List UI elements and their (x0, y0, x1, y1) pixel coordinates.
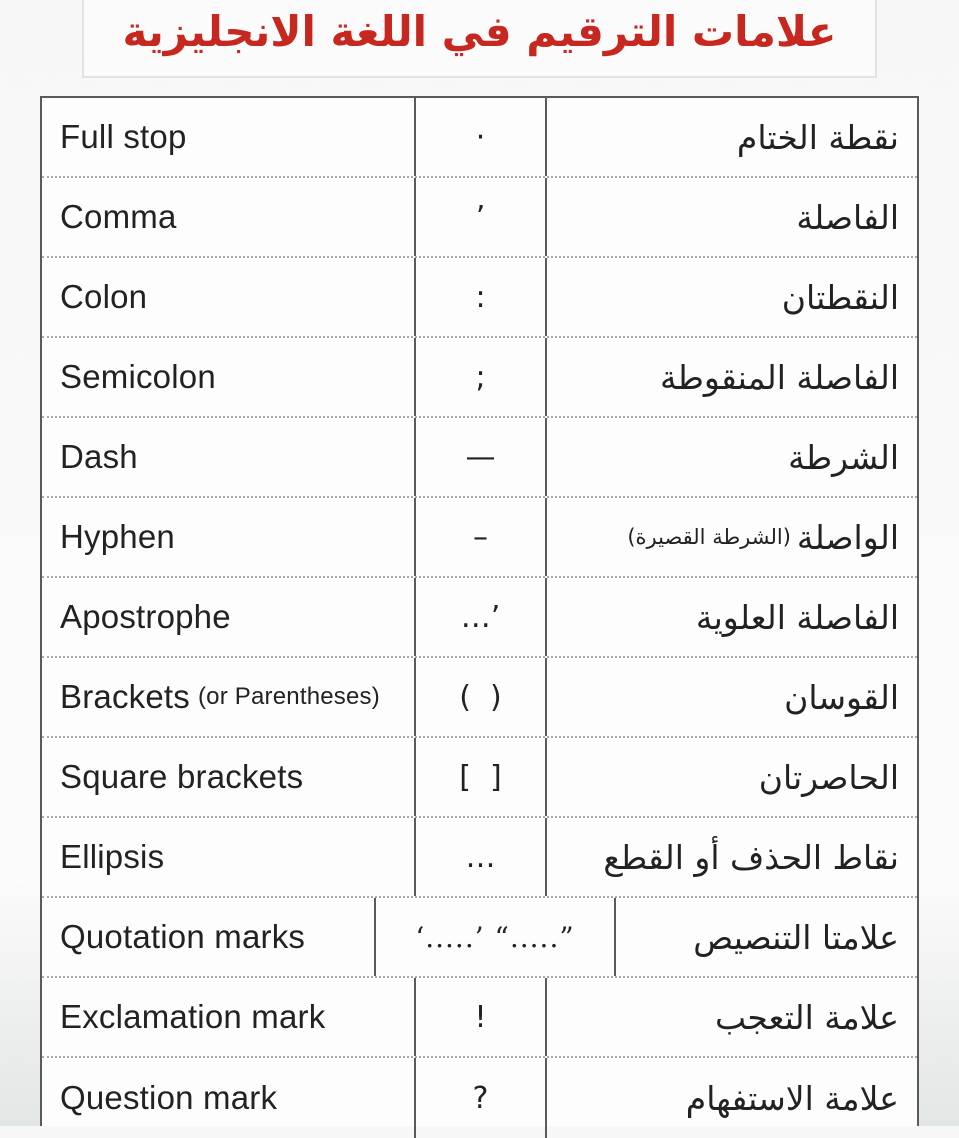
arabic-name: نقطة الختام (736, 117, 899, 157)
arabic-name-cell (547, 418, 917, 496)
symbol: [ ] (459, 759, 502, 795)
symbol: — (465, 439, 496, 475)
english-note: (or Parentheses) (197, 683, 380, 710)
symbol: ‘.....’ “.....” (415, 920, 575, 954)
punctuation-table (40, 96, 919, 1126)
page-title: علامات الترقيم في اللغة الانجليزية (122, 7, 837, 56)
arabic-name: الواصلة (796, 517, 899, 557)
arabic-name: علامة الاستفهام (685, 1078, 899, 1118)
arabic-name-cell (547, 498, 917, 576)
symbol-cell (414, 1058, 547, 1138)
english-name: Colon (60, 278, 148, 315)
table-row (42, 1058, 917, 1138)
english-name: Dash (60, 438, 138, 475)
arabic-name: الفاصلة المنقوطة (659, 357, 899, 397)
english-name-cell (42, 498, 414, 576)
english-name-cell (42, 818, 414, 896)
symbol: ’ (475, 199, 486, 235)
english-name: Semicolon (60, 358, 216, 395)
symbol-cell (414, 658, 547, 736)
symbol: … (465, 839, 496, 875)
symbol-cell (414, 418, 547, 496)
english-name: Brackets (60, 678, 190, 715)
title-box (82, 0, 877, 78)
table-row (42, 738, 917, 818)
english-name-cell (42, 418, 414, 496)
english-name: Apostrophe (60, 598, 231, 635)
table-row (42, 658, 917, 738)
arabic-name-cell (616, 898, 917, 976)
symbol: ! (474, 999, 487, 1035)
table-row (42, 338, 917, 418)
arabic-note: (الشرطة القصيرة) (627, 525, 791, 549)
table-row (42, 418, 917, 498)
english-name-cell (42, 658, 414, 736)
english-name-cell (42, 578, 414, 656)
symbol: : (475, 279, 486, 315)
english-name-cell (42, 978, 414, 1056)
symbol-cell (414, 338, 547, 416)
english-name-cell (42, 178, 414, 256)
arabic-name-cell (547, 978, 917, 1056)
symbol-cell (414, 98, 547, 176)
arabic-name: القوسان (784, 677, 899, 717)
english-name-cell (42, 1058, 414, 1138)
arabic-name: النقطتان (781, 277, 899, 317)
symbol: · (475, 119, 486, 155)
table-row (42, 898, 917, 978)
arabic-name: علامتا التنصيص (693, 917, 899, 957)
english-name-cell (42, 338, 414, 416)
arabic-name-cell (547, 578, 917, 656)
symbol-cell (414, 578, 547, 656)
english-name-cell (42, 98, 414, 176)
arabic-name: الفاصلة العلوية (695, 597, 899, 637)
english-name: Ellipsis (60, 838, 165, 875)
english-name-cell (42, 738, 414, 816)
arabic-name-cell (547, 658, 917, 736)
english-name: Full stop (60, 118, 187, 155)
english-name: Question mark (60, 1079, 278, 1116)
arabic-name-cell (547, 1058, 917, 1138)
english-name: Square brackets (60, 758, 304, 795)
arabic-name-cell (547, 818, 917, 896)
table-row (42, 498, 917, 578)
arabic-name: نقاط الحذف أو القطع (603, 837, 899, 877)
symbol-cell (374, 898, 616, 976)
table-row (42, 978, 917, 1058)
arabic-name: علامة التعجب (714, 997, 899, 1037)
symbol-cell (414, 818, 547, 896)
arabic-name: الفاصلة (796, 197, 899, 237)
symbol: ( ) (459, 679, 502, 715)
symbol-cell (414, 258, 547, 336)
arabic-name-cell (547, 738, 917, 816)
english-name: Quotation marks (60, 918, 306, 955)
english-name-cell (42, 898, 374, 976)
symbol-cell (414, 978, 547, 1056)
arabic-name-cell (547, 338, 917, 416)
table-row (42, 818, 917, 898)
arabic-name-cell (547, 258, 917, 336)
table-row (42, 578, 917, 658)
table-row (42, 258, 917, 338)
table-row (42, 178, 917, 258)
table-row (42, 98, 917, 178)
symbol: ? (472, 1080, 489, 1116)
symbol: – (473, 519, 488, 555)
symbol-cell (414, 178, 547, 256)
symbol: …’ (460, 599, 501, 635)
arabic-name-cell (547, 98, 917, 176)
english-name-cell (42, 258, 414, 336)
symbol: ; (475, 359, 486, 395)
english-name: Comma (60, 198, 177, 235)
symbol-cell (414, 498, 547, 576)
arabic-name: الشرطة (788, 437, 899, 477)
english-name: Exclamation mark (60, 998, 326, 1035)
symbol-cell (414, 738, 547, 816)
english-name: Hyphen (60, 518, 175, 555)
arabic-name: الحاصرتان (758, 757, 899, 797)
arabic-name-cell (547, 178, 917, 256)
